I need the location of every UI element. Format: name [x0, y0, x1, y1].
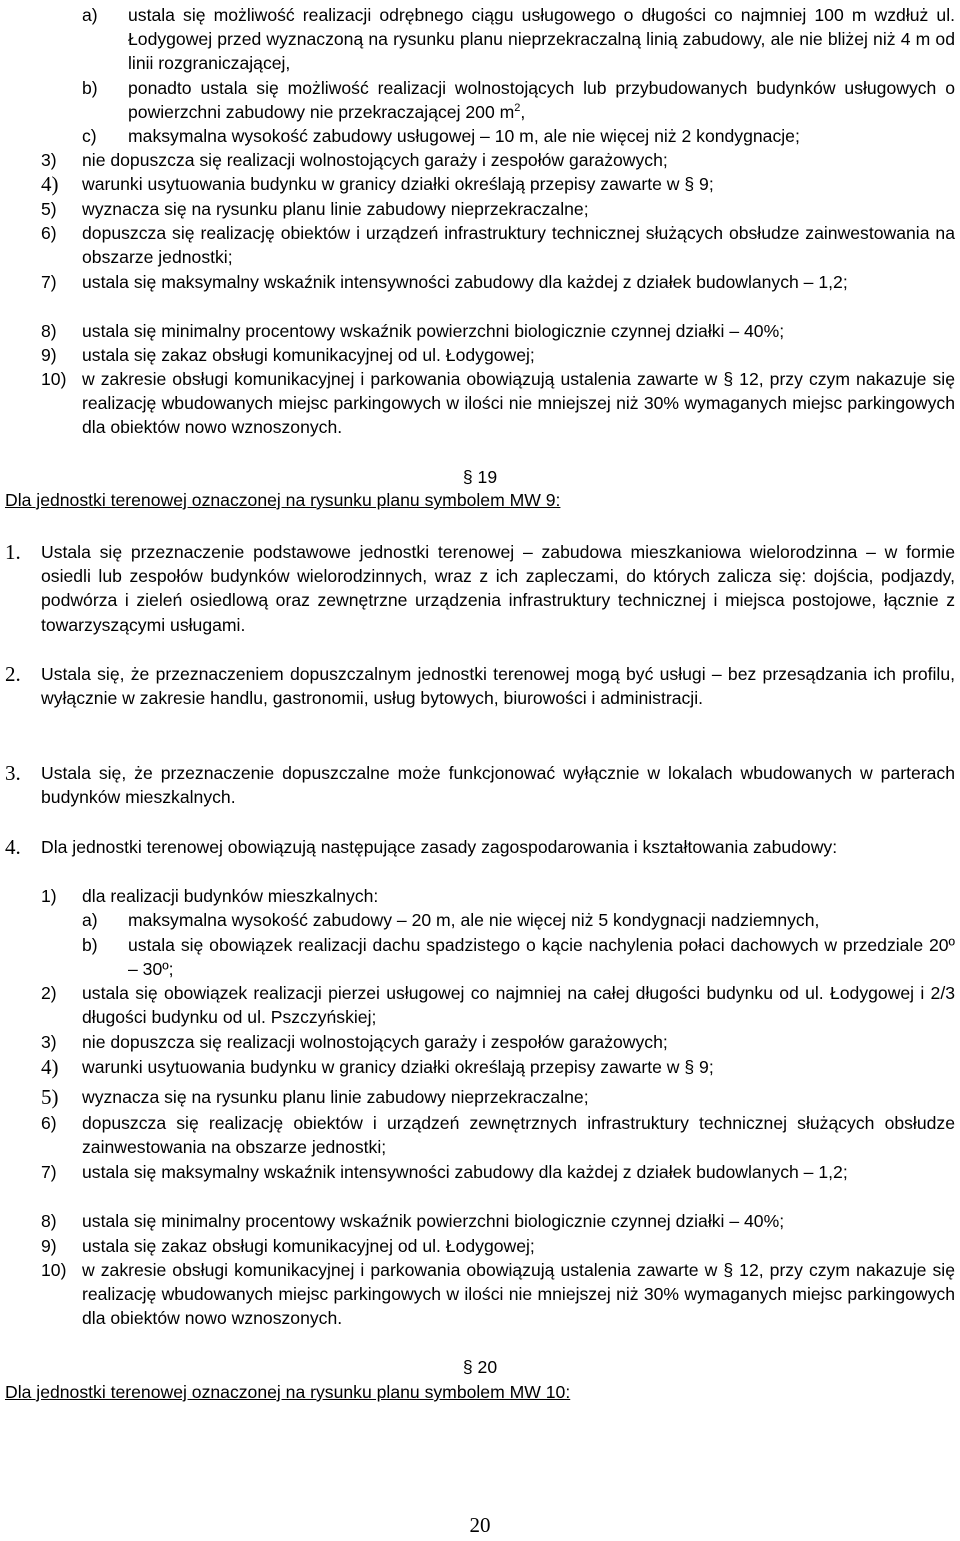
list-item-1a: [82, 908, 955, 932]
item-label: 9): [41, 1236, 57, 1256]
item-text: [128, 76, 955, 124]
list-item-2: [41, 981, 955, 1029]
item-text: dopuszcza się realizację obiektów i urządzeń zewnętrznych infrastruktury technicznej służących obsłudze zainwestowania na obszarze jednostki;: [82, 1113, 955, 1158]
paragraph-1: [5, 540, 955, 637]
item-text-after: ,: [520, 102, 526, 123]
paragraph-text: Ustala się, że przeznaczenie dopuszczalne może funkcjonować wyłącznie w lokalach wbudowanych w parterach budynków mieszkalnych.: [41, 763, 955, 808]
item-text: maksymalna wysokość zabudowy – 20 m, ale nie więcej niż 5 kondygnacji nadziemnych,: [128, 910, 820, 930]
list-item-a: [82, 3, 955, 76]
paragraph-label: 4.: [5, 835, 21, 859]
superscript: 2: [514, 102, 521, 115]
item-text: ustala się zakaz obsługi komunikacyjnej od ul. Łodygowej;: [82, 1236, 535, 1256]
list-item-9: [41, 1234, 955, 1258]
list-item-7: [41, 270, 955, 294]
item-text: ustala się obowiązek realizacji pierzei usługowej co najmniej na całej długości budynku od ul. Łodygowej i 2/3 długości budynku od ul. Pszczyńskiej;: [82, 983, 955, 1028]
item-text: dopuszcza się realizację obiektów i urządzeń infrastruktury technicznej służących obsłudze zainwestowania na obszarze jednostki;: [82, 223, 955, 268]
item-text: w zakresie obsługi komunikacyjnej i parkowania obowiązują ustalenia zawarte w § 12, przy czym nakazuje się realizację wbudowanych miejsc parkingowych w ilości nie mniejszej niż 30% wymaganych miejsc parkingowych dla obiektów nowo wznoszonych.: [82, 1260, 955, 1329]
item-text: ustala się zakaz obsługi komunikacyjnej od ul. Łodygowej;: [82, 345, 535, 365]
list-item-5: [41, 197, 955, 221]
item-label: 7): [41, 1162, 57, 1182]
item-text: ustala się obowiązek realizacji dachu spadzistego o kącie nachylenia połaci dachowych w przedziale 20º – 30º;: [128, 935, 955, 980]
item-label: 3): [41, 150, 57, 170]
paragraph-text: Ustala się, że przeznaczeniem dopuszczalnym jednostki terenowej mogą być usługi – bez przesądzania ich profilu, wyłącznie w zakresie handlu, gastronomii, usług bytowych, biurowości i administracji.: [41, 664, 955, 709]
paragraph-text: Ustala się przeznaczenie podstawowe jednostki terenowej – zabudowa mieszkaniowa wielorodzinna – w formie osiedli lub zespołów budynków wielorodzinnych, wraz z ich zapleczami, do których zalicza się: dojścia, podjazdy, podwórza i zieleń osiedlową oraz zewnętrzne urządzenia infrastruktury technicznej i miejsca postojowe, łącznie z towarzyszącymi usługami.: [41, 542, 955, 635]
paragraph-label: 3.: [5, 761, 21, 785]
item-text: dla realizacji budynków mieszkalnych:: [82, 886, 379, 906]
list-item-1: [41, 884, 955, 908]
list-item-8: [41, 319, 955, 343]
list-item-1b: [82, 933, 955, 981]
item-label: 6): [41, 223, 57, 243]
item-text: ustala się minimalny procentowy wskaźnik powierzchni biologicznie czynnej działki – 40%;: [82, 1211, 785, 1231]
list-item-8: [41, 1209, 955, 1233]
section-heading: Dla jednostki terenowej oznaczonej na rysunku planu symbolem MW 9:: [5, 490, 561, 510]
item-label: 10): [41, 1260, 67, 1280]
list-item-4: [41, 172, 955, 196]
list-item-b: [82, 76, 955, 124]
item-text: ustala się maksymalny wskaźnik intensywności zabudowy dla każdej z działek budowlanych – 1,2;: [82, 272, 848, 292]
item-label: 7): [41, 272, 57, 292]
item-label: a): [82, 910, 98, 930]
list-item-6: [41, 221, 955, 269]
section-heading: Dla jednostki terenowej oznaczonej na rysunku planu symbolem MW 10:: [5, 1382, 571, 1402]
item-label: 4): [41, 172, 59, 196]
list-item-c: [82, 124, 955, 148]
item-label: 9): [41, 345, 57, 365]
item-label: 8): [41, 1211, 57, 1231]
list-item-10: [41, 367, 955, 440]
list-item-5: [41, 1085, 955, 1109]
list-item-3: [41, 1030, 955, 1054]
item-text-main: ponadto ustala się możliwość realizacji wolnostojących lub przybudowanych budynków usługowych o powierzchni zabudowy nie przekraczającej 200 m: [128, 78, 955, 123]
list-item-6: [41, 1111, 955, 1159]
item-label: 4): [41, 1055, 59, 1079]
item-text: w zakresie obsługi komunikacyjnej i parkowania obowiązują ustalenia zawarte w § 12, przy czym nakazuje się realizację wbudowanych miejsc parkingowych w ilości nie mniejszej niż 30% wymaganych miejsc parkingowych dla obiektów nowo wznoszonych.: [82, 369, 955, 438]
list-item-10: [41, 1258, 955, 1331]
item-label: 8): [41, 321, 57, 341]
list-item-4: [41, 1055, 955, 1079]
item-label: 2): [41, 983, 57, 1003]
item-label: a): [82, 5, 98, 25]
item-label: b): [82, 78, 98, 98]
item-text: ustala się minimalny procentowy wskaźnik powierzchni biologicznie czynnej działki – 40%;: [82, 321, 785, 341]
item-text: warunki usytuowania budynku w granicy działki określają przepisy zawarte w § 9;: [82, 1057, 714, 1077]
item-label: 10): [41, 369, 67, 389]
item-label: 3): [41, 1032, 57, 1052]
item-label: 5): [41, 199, 57, 219]
item-label: 5): [41, 1085, 59, 1109]
item-label: 6): [41, 1113, 57, 1133]
item-text: wyznacza się na rysunku planu linie zabudowy nieprzekraczalne;: [82, 199, 589, 219]
item-text: ustala się możliwość realizacji odrębnego ciągu usługowego o długości co najmniej 100 m wzdłuż ul. Łodygowej przed wyznaczoną na rysunku planu nieprzekraczalną linią zabudowy, ale nie bliżej niż 4 m od linii rozgraniczającej,: [128, 5, 955, 74]
paragraph-3: [5, 761, 955, 809]
list-item-9: [41, 343, 955, 367]
page-number: 20: [469, 1513, 491, 1537]
list-item-7: [41, 1160, 955, 1184]
item-text: wyznacza się na rysunku planu linie zabudowy nieprzekraczalne;: [82, 1087, 589, 1107]
paragraph-label: 2.: [5, 662, 21, 686]
paragraph-2: [5, 662, 955, 710]
item-text: ustala się maksymalny wskaźnik intensywności zabudowy dla każdej z działek budowlanych – 1,2;: [82, 1162, 848, 1182]
item-text: nie dopuszcza się realizacji wolnostojących garaży i zespołów garażowych;: [82, 150, 668, 170]
item-text: warunki usytuowania budynku w granicy działki określają przepisy zawarte w § 9;: [82, 174, 714, 194]
paragraph-text: Dla jednostki terenowej obowiązują następujące zasady zagospodarowania i kształtowania zabudowy:: [41, 837, 838, 857]
section-number: § 19: [462, 467, 498, 487]
paragraph-label: 1.: [5, 540, 21, 564]
item-text: maksymalna wysokość zabudowy usługowej – 10 m, ale nie więcej niż 2 kondygnacje;: [128, 126, 800, 146]
item-label: c): [82, 126, 97, 146]
list-item-3: [41, 148, 955, 172]
item-label: 1): [41, 886, 57, 906]
item-label: b): [82, 935, 98, 955]
paragraph-4: [5, 835, 955, 859]
section-number: § 20: [462, 1357, 498, 1377]
item-text: nie dopuszcza się realizacji wolnostojących garaży i zespołów garażowych;: [82, 1032, 668, 1052]
